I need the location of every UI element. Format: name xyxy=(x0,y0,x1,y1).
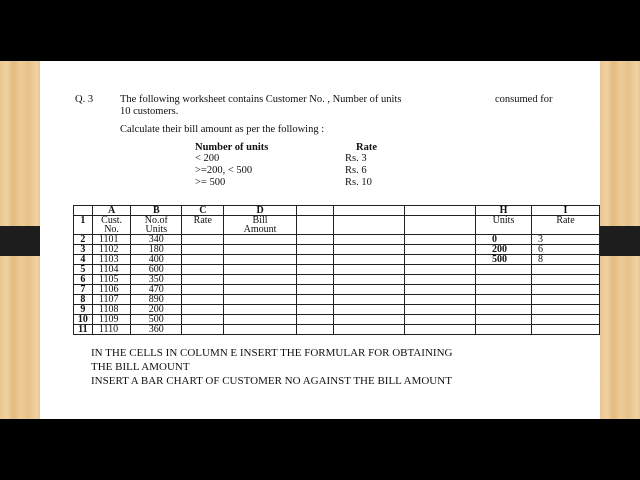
empty-cell xyxy=(296,285,333,295)
question-line-1b: consumed for xyxy=(495,94,553,105)
lookup-rate-cell xyxy=(532,285,600,295)
lookup-units-header: Units xyxy=(476,216,532,235)
cust-no-cell: 1103 xyxy=(92,255,131,265)
cust-no-cell: 1104 xyxy=(92,265,131,275)
table-row xyxy=(74,255,600,265)
units-header: No.of Units xyxy=(131,216,182,235)
left-side-tab xyxy=(0,226,40,256)
table-row xyxy=(74,265,600,275)
row-number: 6 xyxy=(74,275,93,285)
lookup-rate-header: Rate xyxy=(532,216,600,235)
question-line-1: The following worksheet contains Customer No. , Number of units xyxy=(120,94,402,105)
empty-cell xyxy=(296,275,333,285)
cust-no-cell: 1109 xyxy=(92,315,131,325)
lookup-units-cell xyxy=(476,325,532,335)
rate-cell xyxy=(182,305,224,315)
lookup-rate-cell xyxy=(532,265,600,275)
units-cell: 350 xyxy=(131,275,182,285)
rate-cell xyxy=(182,275,224,285)
empty-cell xyxy=(405,285,476,295)
empty-cell xyxy=(334,235,405,245)
rates-rate-1: Rs. 3 xyxy=(345,153,367,164)
empty-cell xyxy=(296,216,333,235)
rates-rate-3: Rs. 10 xyxy=(345,177,372,188)
col-header-e xyxy=(296,206,333,216)
units-cell: 500 xyxy=(131,315,182,325)
col-header-a: A xyxy=(92,206,131,216)
empty-cell xyxy=(405,255,476,265)
question-number: Q. 3 xyxy=(75,94,94,105)
cust-no-cell: 1105 xyxy=(92,275,131,285)
col-header-b: B xyxy=(131,206,182,216)
empty-cell xyxy=(405,315,476,325)
lookup-rate-cell xyxy=(532,275,600,285)
empty-cell xyxy=(334,295,405,305)
empty-cell xyxy=(405,216,476,235)
rate-cell xyxy=(182,235,224,245)
instruction-line-1: IN THE CELLS IN COLUMN E INSERT THE FORMULAR FOR OBTAINING xyxy=(91,347,453,359)
cust-no-cell: 1110 xyxy=(92,325,131,335)
empty-cell xyxy=(334,216,405,235)
table-row xyxy=(74,325,600,335)
lookup-rate-cell: 3 xyxy=(532,235,600,245)
rate-cell xyxy=(182,285,224,295)
question-line-2: 10 customers. xyxy=(120,106,179,117)
row-number: 2 xyxy=(74,235,93,245)
question-line-3: Calculate their bill amount as per the following : xyxy=(120,124,325,135)
empty-cell xyxy=(405,265,476,275)
lookup-rate-cell xyxy=(532,305,600,315)
empty-cell xyxy=(334,325,405,335)
rate-cell xyxy=(182,295,224,305)
row-number: 9 xyxy=(74,305,93,315)
empty-cell xyxy=(296,315,333,325)
empty-cell xyxy=(296,235,333,245)
bill-amount-cell xyxy=(224,305,296,315)
lookup-rate-cell: 8 xyxy=(532,255,600,265)
rate-cell xyxy=(182,265,224,275)
cust-no-cell: 1102 xyxy=(92,245,131,255)
rate-cell xyxy=(182,255,224,265)
col-header-f xyxy=(334,206,405,216)
worksheet-body xyxy=(74,235,600,335)
col-header-h: H xyxy=(476,206,532,216)
empty-cell xyxy=(296,325,333,335)
lookup-units-cell: 0 xyxy=(476,235,532,245)
empty-cell xyxy=(334,245,405,255)
rate-cell xyxy=(182,315,224,325)
empty-cell xyxy=(334,265,405,275)
empty-cell xyxy=(296,265,333,275)
cust-no-cell: 1101 xyxy=(92,235,131,245)
row-number: 3 xyxy=(74,245,93,255)
rates-rate-2: Rs. 6 xyxy=(345,165,367,176)
units-cell: 180 xyxy=(131,245,182,255)
bill-amount-cell xyxy=(224,315,296,325)
rates-header-rate: Rate xyxy=(356,142,377,153)
units-cell: 890 xyxy=(131,295,182,305)
bill-amount-cell xyxy=(224,265,296,275)
empty-cell xyxy=(296,245,333,255)
lookup-units-cell xyxy=(476,305,532,315)
empty-cell xyxy=(405,325,476,335)
cust-no-cell: 1108 xyxy=(92,305,131,315)
rates-header-units: Number of units xyxy=(195,142,269,153)
lookup-rate-cell xyxy=(532,295,600,305)
table-row xyxy=(74,275,600,285)
column-letter-row xyxy=(74,206,600,216)
units-cell: 200 xyxy=(131,305,182,315)
row-number: 1 xyxy=(74,216,93,235)
bill-amount-cell xyxy=(224,295,296,305)
empty-cell xyxy=(334,255,405,265)
lookup-units-cell xyxy=(476,265,532,275)
table-row xyxy=(74,235,600,245)
row-number: 8 xyxy=(74,295,93,305)
empty-cell xyxy=(334,315,405,325)
rate-cell xyxy=(182,325,224,335)
lookup-rate-cell: 6 xyxy=(532,245,600,255)
instruction-line-3: INSERT A BAR CHART OF CUSTOMER NO AGAINST THE BILL AMOUNT xyxy=(91,375,452,387)
rates-units-1: < 200 xyxy=(195,153,220,164)
right-side-tab xyxy=(600,226,640,256)
rate-cell xyxy=(182,245,224,255)
units-cell: 600 xyxy=(131,265,182,275)
rate-header: Rate xyxy=(182,216,224,235)
col-header-d: D xyxy=(224,206,296,216)
col-header-i: I xyxy=(532,206,600,216)
units-cell: 400 xyxy=(131,255,182,265)
empty-cell xyxy=(405,245,476,255)
lookup-units-cell xyxy=(476,285,532,295)
lookup-units-cell xyxy=(476,275,532,285)
row-number: 11 xyxy=(74,325,93,335)
bill-amount-header: Bill Amount xyxy=(224,216,296,235)
table-row xyxy=(74,245,600,255)
worksheet-table xyxy=(73,205,600,335)
cust-no-cell: 1107 xyxy=(92,295,131,305)
col-header-c: C xyxy=(182,206,224,216)
rates-units-2: >=200, < 500 xyxy=(195,165,253,176)
table-row xyxy=(74,295,600,305)
empty-cell xyxy=(296,255,333,265)
lookup-rate-cell xyxy=(532,315,600,325)
bill-amount-cell xyxy=(224,235,296,245)
table-row xyxy=(74,285,600,295)
rates-units-3: >= 500 xyxy=(195,177,226,188)
row-number: 5 xyxy=(74,265,93,275)
empty-cell xyxy=(334,275,405,285)
row-number: 7 xyxy=(74,285,93,295)
empty-cell xyxy=(296,305,333,315)
empty-cell xyxy=(405,295,476,305)
lookup-units-cell xyxy=(476,315,532,325)
header-row xyxy=(74,216,600,235)
lookup-units-cell xyxy=(476,295,532,305)
table-row xyxy=(74,305,600,315)
bill-amount-cell xyxy=(224,325,296,335)
empty-cell xyxy=(296,295,333,305)
corner-cell xyxy=(74,206,93,216)
empty-cell xyxy=(405,235,476,245)
empty-cell xyxy=(334,285,405,295)
cust-no-cell: 1106 xyxy=(92,285,131,295)
empty-cell xyxy=(405,305,476,315)
document-page xyxy=(40,61,600,419)
table-row xyxy=(74,315,600,325)
lookup-rate-cell xyxy=(532,325,600,335)
bill-amount-cell xyxy=(224,275,296,285)
row-number: 10 xyxy=(74,315,93,325)
empty-cell xyxy=(405,275,476,285)
bill-amount-cell xyxy=(224,245,296,255)
bill-amount-cell xyxy=(224,285,296,295)
cust-no-header: Cust. No. xyxy=(92,216,131,235)
instruction-line-2: THE BILL AMOUNT xyxy=(91,361,190,373)
units-cell: 340 xyxy=(131,235,182,245)
units-cell: 470 xyxy=(131,285,182,295)
empty-cell xyxy=(334,305,405,315)
units-cell: 360 xyxy=(131,325,182,335)
bill-amount-cell xyxy=(224,255,296,265)
col-header-g xyxy=(405,206,476,216)
lookup-units-cell: 500 xyxy=(476,255,532,265)
lookup-units-cell: 200 xyxy=(476,245,532,255)
row-number: 4 xyxy=(74,255,93,265)
